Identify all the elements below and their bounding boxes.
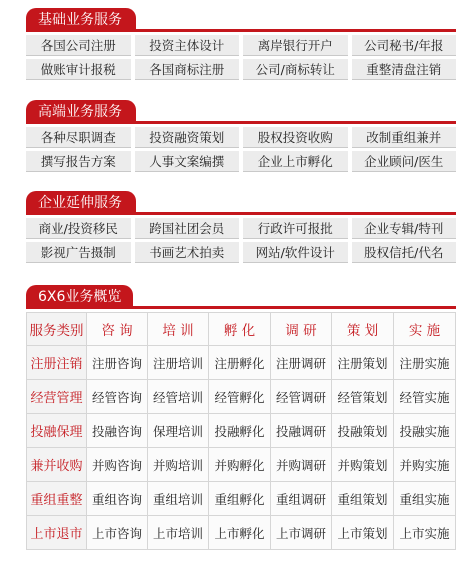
basic-services-title: 基础业务服务 bbox=[26, 8, 136, 32]
matrix-row bbox=[26, 482, 456, 516]
matrix-row-header: 上市退市 bbox=[26, 516, 87, 550]
matrix-row-header: 经营管理 bbox=[26, 380, 87, 414]
matrix-column-header: 孵 化 bbox=[209, 312, 271, 346]
matrix-column-header: 策 划 bbox=[332, 312, 394, 346]
service-link[interactable]: 改制重组兼并 bbox=[352, 127, 457, 148]
matrix-row bbox=[26, 414, 456, 448]
matrix-cell[interactable]: 并购培训 bbox=[148, 448, 209, 482]
matrix-row bbox=[26, 346, 456, 380]
matrix-cell[interactable]: 重组实施 bbox=[394, 482, 456, 516]
matrix-cell[interactable]: 注册培训 bbox=[148, 346, 209, 380]
matrix-corner-label: 服务类别 bbox=[26, 312, 87, 346]
service-link[interactable]: 企业顾问/医生 bbox=[352, 151, 457, 172]
matrix-cell[interactable]: 并购孵化 bbox=[209, 448, 271, 482]
matrix-cell[interactable]: 重组培训 bbox=[148, 482, 209, 516]
service-link[interactable]: 影视广告摄制 bbox=[26, 242, 131, 263]
service-link[interactable]: 网站/软件设计 bbox=[243, 242, 348, 263]
matrix-column-header: 咨 询 bbox=[87, 312, 148, 346]
service-link[interactable]: 撰写报告方案 bbox=[26, 151, 131, 172]
basic-services-grid bbox=[26, 35, 456, 80]
overview-section bbox=[26, 285, 456, 550]
service-link[interactable]: 跨国社团会员 bbox=[135, 218, 240, 239]
service-link[interactable]: 行政许可报批 bbox=[243, 218, 348, 239]
matrix-cell[interactable]: 注册咨询 bbox=[87, 346, 148, 380]
matrix-cell[interactable]: 重组调研 bbox=[271, 482, 332, 516]
matrix-cell[interactable]: 投融咨询 bbox=[87, 414, 148, 448]
matrix-row-header: 重组重整 bbox=[26, 482, 87, 516]
matrix-cell[interactable]: 经管实施 bbox=[394, 380, 456, 414]
matrix-cell[interactable]: 注册孵化 bbox=[209, 346, 271, 380]
matrix-cell[interactable]: 注册调研 bbox=[271, 346, 332, 380]
service-link[interactable]: 各国商标注册 bbox=[135, 59, 240, 80]
service-link[interactable]: 公司/商标转让 bbox=[243, 59, 348, 80]
matrix-cell[interactable]: 投融策划 bbox=[332, 414, 394, 448]
matrix-row bbox=[26, 516, 456, 550]
matrix-row bbox=[26, 380, 456, 414]
service-link[interactable]: 各国公司注册 bbox=[26, 35, 131, 56]
premium-services-grid bbox=[26, 127, 456, 172]
matrix-cell[interactable]: 注册实施 bbox=[394, 346, 456, 380]
matrix-cell[interactable]: 并购实施 bbox=[394, 448, 456, 482]
matrix-row bbox=[26, 448, 456, 482]
matrix-cell[interactable]: 保理培训 bbox=[148, 414, 209, 448]
matrix-cell[interactable]: 上市孵化 bbox=[209, 516, 271, 550]
matrix-cell[interactable]: 投融调研 bbox=[271, 414, 332, 448]
matrix-column-header: 调 研 bbox=[271, 312, 332, 346]
matrix-cell[interactable]: 并购调研 bbox=[271, 448, 332, 482]
basic-services-section bbox=[26, 8, 456, 80]
overview-matrix bbox=[26, 312, 456, 550]
service-link[interactable]: 投资主体设计 bbox=[135, 35, 240, 56]
matrix-cell[interactable]: 注册策划 bbox=[332, 346, 394, 380]
matrix-row-header: 投融保理 bbox=[26, 414, 87, 448]
matrix-cell[interactable]: 重组孵化 bbox=[209, 482, 271, 516]
matrix-cell[interactable]: 上市策划 bbox=[332, 516, 394, 550]
service-link[interactable]: 股权信托/代名 bbox=[352, 242, 457, 263]
service-link[interactable]: 人事文案编撰 bbox=[135, 151, 240, 172]
matrix-cell[interactable]: 投融孵化 bbox=[209, 414, 271, 448]
matrix-header-row bbox=[26, 312, 456, 346]
extended-services-section bbox=[26, 191, 456, 263]
service-link[interactable]: 书画艺术拍卖 bbox=[135, 242, 240, 263]
matrix-cell[interactable]: 上市培训 bbox=[148, 516, 209, 550]
service-link[interactable]: 做账审计报税 bbox=[26, 59, 131, 80]
matrix-column-header: 培 训 bbox=[148, 312, 209, 346]
premium-services-section bbox=[26, 100, 456, 172]
matrix-cell[interactable]: 投融实施 bbox=[394, 414, 456, 448]
matrix-cell[interactable]: 并购策划 bbox=[332, 448, 394, 482]
matrix-row-header: 兼并收购 bbox=[26, 448, 87, 482]
matrix-cell[interactable]: 上市咨询 bbox=[87, 516, 148, 550]
premium-services-title: 高端业务服务 bbox=[26, 100, 136, 124]
overview-title: 6X6业务概览 bbox=[26, 285, 133, 309]
service-link[interactable]: 企业专辑/特刊 bbox=[352, 218, 457, 239]
matrix-column-header: 实 施 bbox=[394, 312, 456, 346]
service-link[interactable]: 公司秘书/年报 bbox=[352, 35, 457, 56]
matrix-cell[interactable]: 重组咨询 bbox=[87, 482, 148, 516]
matrix-cell[interactable]: 并购咨询 bbox=[87, 448, 148, 482]
matrix-cell[interactable]: 经管孵化 bbox=[209, 380, 271, 414]
extended-services-grid bbox=[26, 218, 456, 263]
service-link[interactable]: 各种尽职调查 bbox=[26, 127, 131, 148]
matrix-cell[interactable]: 重组策划 bbox=[332, 482, 394, 516]
service-link[interactable]: 重整清盘注销 bbox=[352, 59, 457, 80]
matrix-cell[interactable]: 经管调研 bbox=[271, 380, 332, 414]
service-link[interactable]: 投资融资策划 bbox=[135, 127, 240, 148]
matrix-cell[interactable]: 上市调研 bbox=[271, 516, 332, 550]
matrix-cell[interactable]: 经管咨询 bbox=[87, 380, 148, 414]
service-link[interactable]: 商业/投资移民 bbox=[26, 218, 131, 239]
service-link[interactable]: 离岸银行开户 bbox=[243, 35, 348, 56]
matrix-cell[interactable]: 经管培训 bbox=[148, 380, 209, 414]
extended-services-title: 企业延伸服务 bbox=[26, 191, 136, 215]
matrix-row-header: 注册注销 bbox=[26, 346, 87, 380]
matrix-cell[interactable]: 经管策划 bbox=[332, 380, 394, 414]
service-link[interactable]: 股权投资收购 bbox=[243, 127, 348, 148]
matrix-cell[interactable]: 上市实施 bbox=[394, 516, 456, 550]
service-link[interactable]: 企业上市孵化 bbox=[243, 151, 348, 172]
